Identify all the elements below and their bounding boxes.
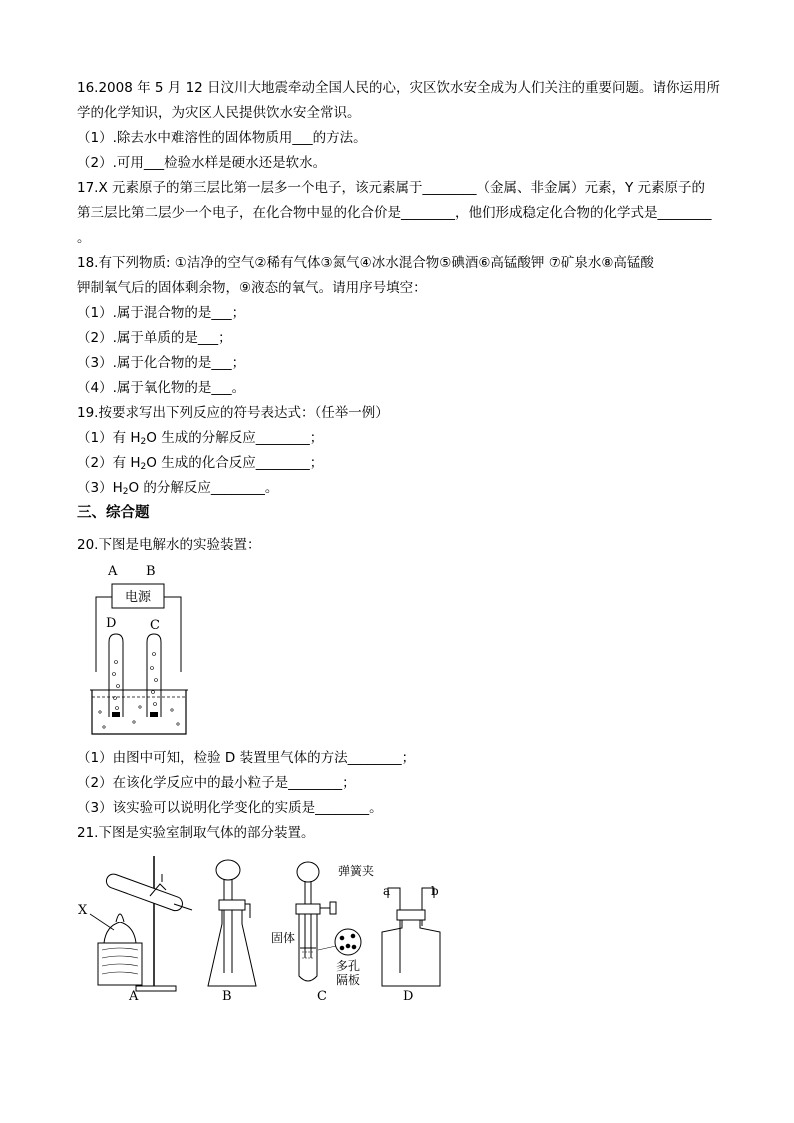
electrode-d [112, 712, 120, 717]
q16-line2: 学的化学知识，为灾区人民提供饮水安全常识。 [77, 105, 361, 121]
q17-line1: 17.X 元素原子的第三层比第一层多一个电子，该元素属于________（金属、非金属）元素，Y 元素原子的 [77, 180, 706, 196]
q19-sub1: （1）有 $H_2O$ 生成的分解反应________； [77, 430, 324, 447]
q18-sub1: （1）.属于混合物的是___； [77, 305, 246, 321]
apparatus-b-caption: B [222, 989, 232, 1004]
port-b-label: b [431, 884, 439, 898]
gas-apparatus-figure [74, 848, 474, 1008]
apparatus-c-caption: C [317, 989, 327, 1004]
q21-line1: 21.下图是实验室制取气体的部分装置。 [77, 825, 315, 841]
q18-sub2: （2）.属于单质的是___； [77, 330, 232, 346]
apparatus-a [90, 856, 192, 991]
tube-d-label: D [106, 616, 117, 631]
port-a-label: a [383, 884, 391, 898]
apparatus-b [208, 860, 256, 986]
porous-plate-label-2: 隔板 [336, 973, 361, 987]
beaker [92, 690, 186, 734]
tube-c [147, 634, 161, 717]
q19-line1: 19.按要求写出下列反应的符号表达式：（任举一例） [77, 405, 389, 421]
q20-sub3: （3）该实验可以说明化学变化的实质是________。 [77, 800, 383, 816]
solid-label: 固体 [271, 931, 296, 945]
q20-line1: 20.下图是电解水的实验装置： [77, 537, 261, 553]
q19-sub2: （2）有 $H_2O$ 生成的化合反应________； [77, 455, 324, 472]
burner-x-label: X [78, 903, 88, 918]
apparatus-a-caption: A [129, 989, 139, 1004]
section-heading: 三、综合题 [77, 505, 150, 521]
apparatus-d-caption: D [403, 989, 414, 1004]
q20-sub2: （2）在该化学反应中的最小粒子是________； [77, 775, 356, 791]
q20-sub1: （1）由图中可知，检验 D 装置里气体的方法________； [77, 750, 416, 766]
q18-sub4: （4）.属于氧化物的是___。 [77, 380, 246, 396]
q16-sub1: （1）.除去水中难溶性的固体物质用___的方法。 [77, 130, 367, 146]
q17-line3: 。 [77, 230, 91, 246]
terminal-b-label: B [146, 564, 156, 579]
q18-sub3: （3）.属于化合物的是___； [77, 355, 246, 371]
q19-sub3: $(3)H_2O$ 的分解反应________。 [77, 480, 279, 497]
spring-clip-label: 弹簧夹 [338, 864, 375, 878]
q17-line2: 第三层比第二层少一个电子，在化合物中显的化合价是________，他们形成稳定化合物的化学式是________ [77, 205, 712, 221]
electrode-c [150, 712, 158, 717]
tube-c-label: C [150, 618, 160, 633]
q18-line1: 18.有下列物质: ①洁净的空气②稀有气体③氮气④冰水混合物⑤碘酒⑥高锰酸钾 ⑦矿泉水⑧高锰酸 [77, 255, 654, 271]
q18-line2: 钾制氧气后的固体剩余物，⑨液态的氧气。请用序号填空： [77, 280, 427, 296]
porous-plate-label-1: 多孔 [336, 959, 361, 973]
q16-sub2: （2）.可用___检验水样是硬水还是软水。 [77, 155, 327, 171]
terminal-a-label: A [108, 564, 118, 579]
tube-d [109, 634, 123, 717]
power-supply-label: 电源 [124, 590, 152, 605]
q16-line1: 16.2008 年 5 月 12 日汶川大地震牵动全国人民的心，灾区饮水安全成为人们关注的重要问题。请你运用所 [77, 80, 721, 96]
electrolysis-apparatus-figure [84, 562, 194, 740]
apparatus-d [382, 888, 440, 986]
